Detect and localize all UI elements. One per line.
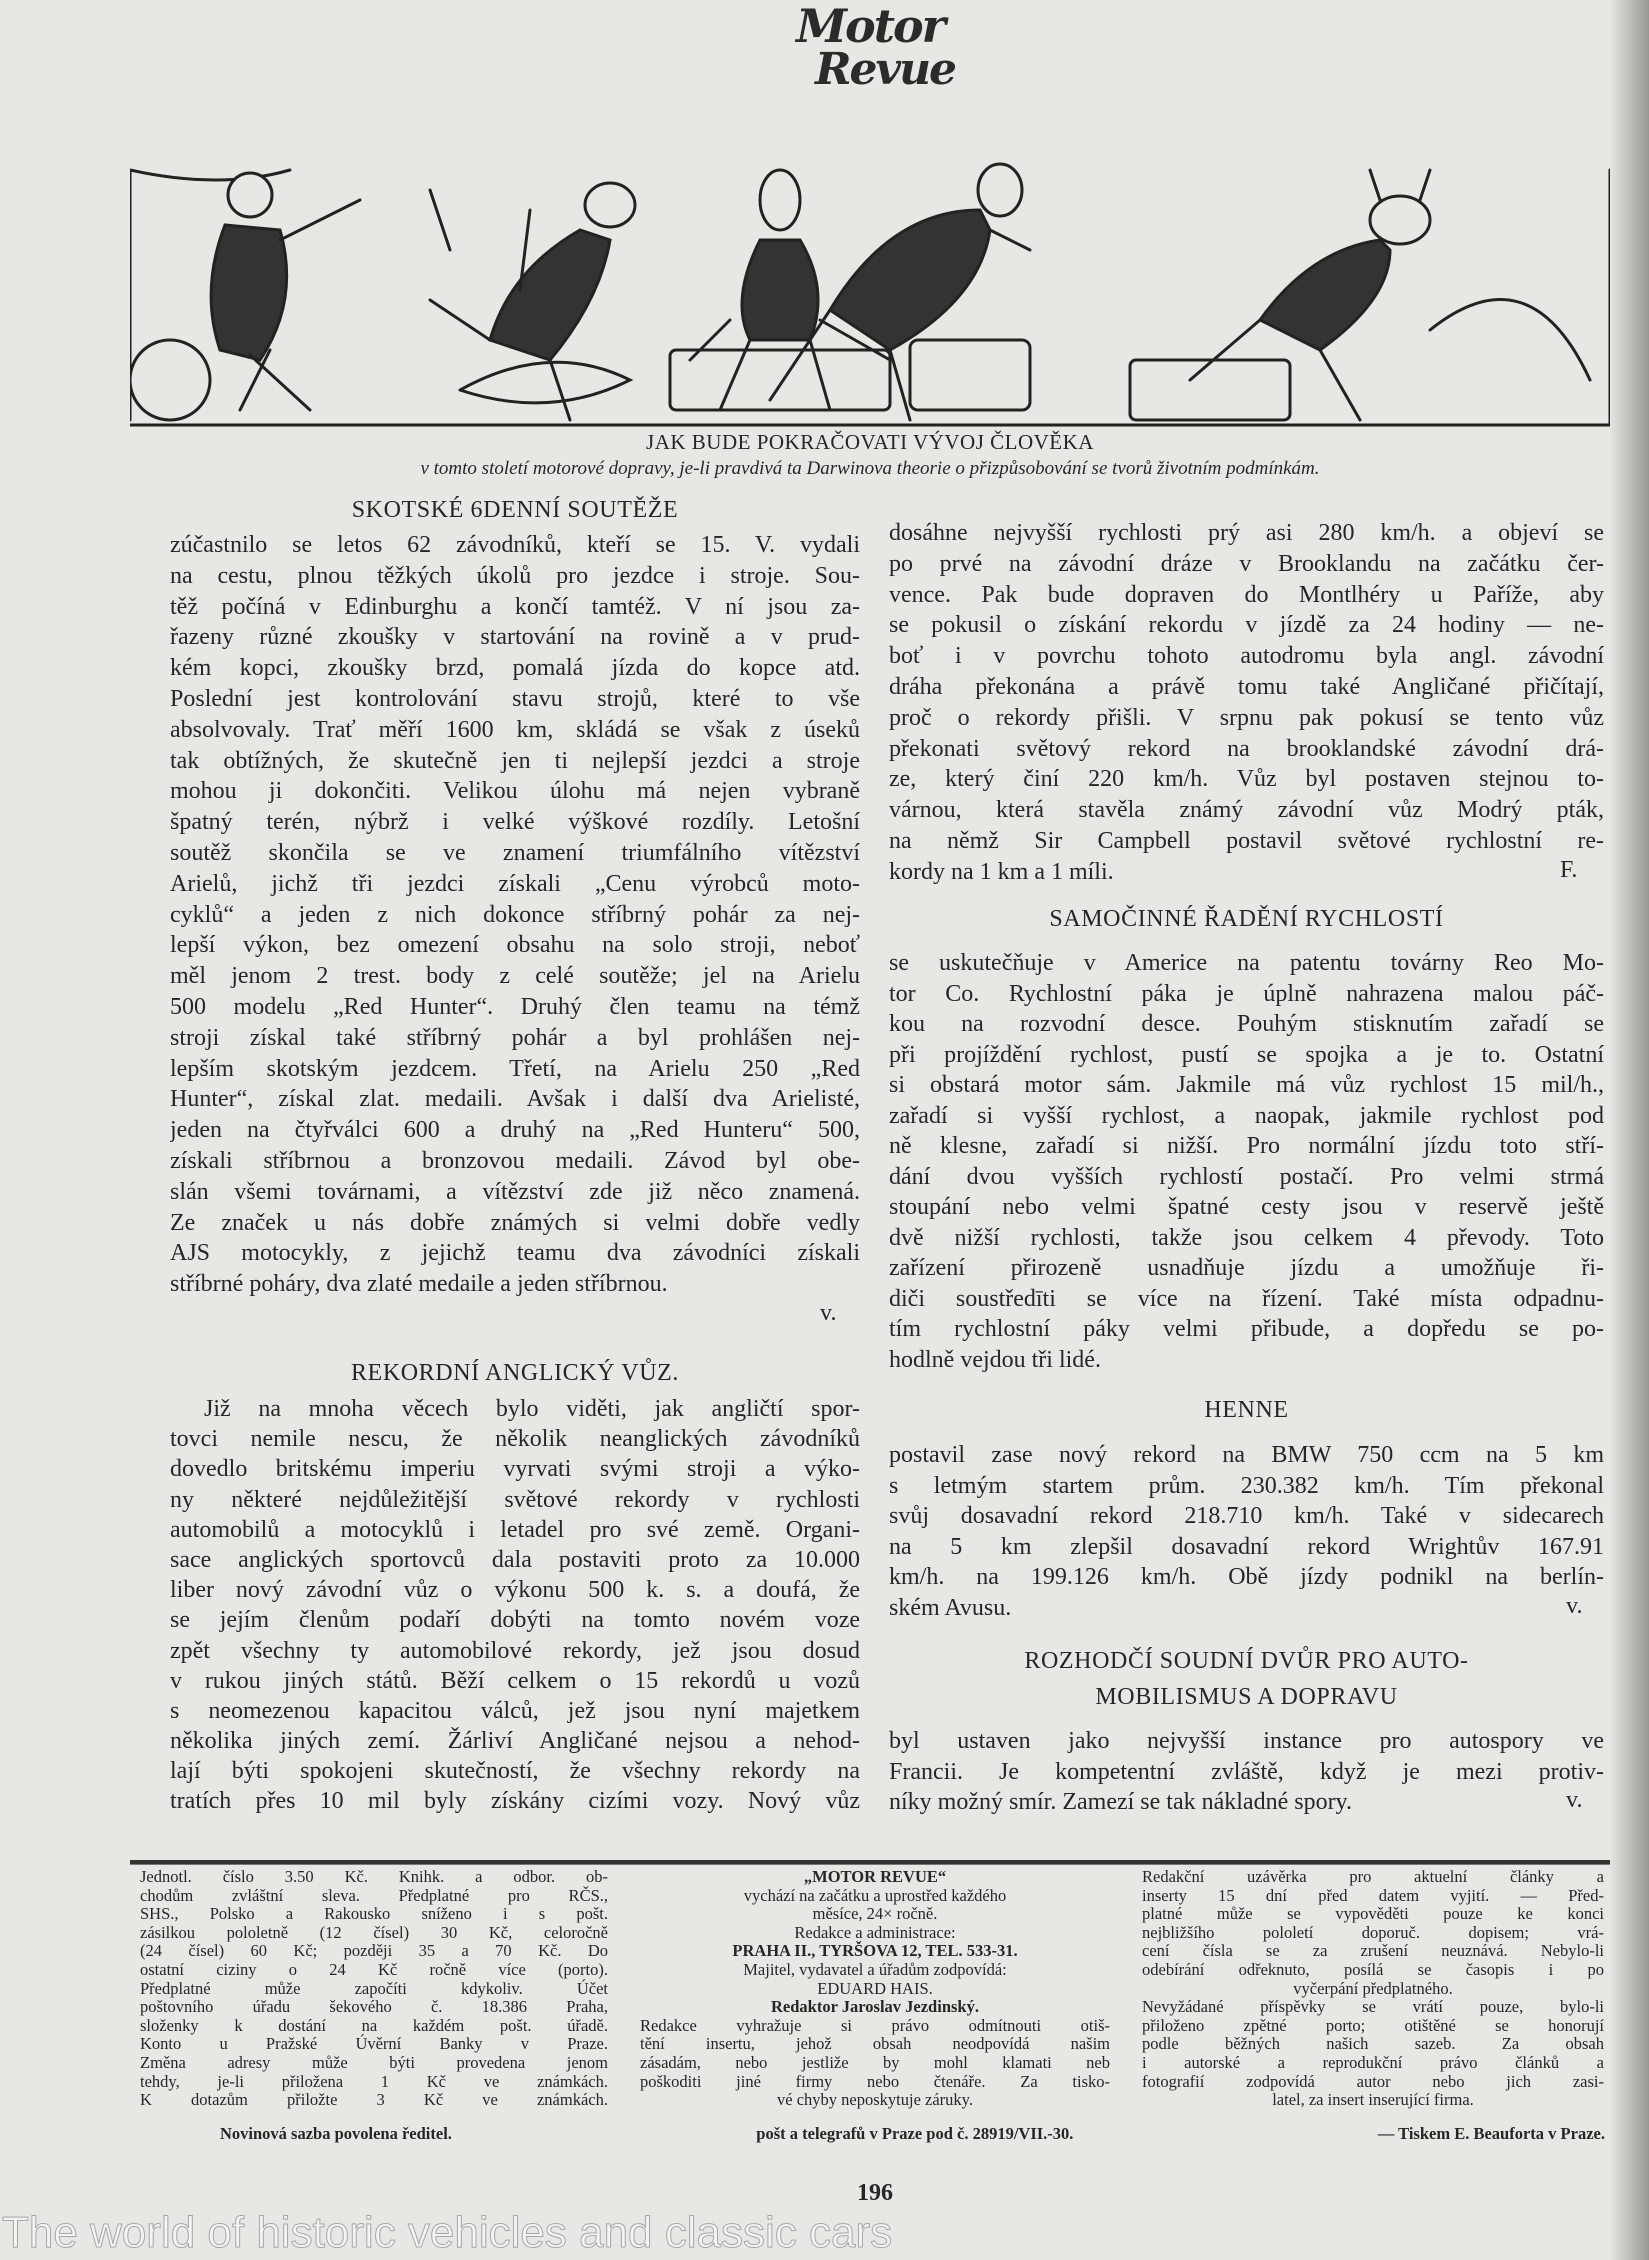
text-line bbox=[889, 1192, 1604, 1223]
text-line-content: lepší výkon, bez omezení obsahu na solo stroji, neboť bbox=[170, 932, 860, 959]
footer-line: přiloženo zpětné porto; otištěné se honorují bbox=[1142, 2015, 1604, 2035]
text-line bbox=[889, 1223, 1604, 1254]
text-line bbox=[889, 549, 1604, 580]
text-line-content: cyklů“ a jeden z nich dokonce stříbrný pohár za nej- bbox=[170, 901, 860, 928]
cartoon-figure-2 bbox=[430, 183, 635, 420]
text-line-content: boť i v povrchu tohoto autodromu byla angl. závodní bbox=[889, 643, 1604, 670]
text-line-content: kordy na 1 km a 1 míli. bbox=[889, 858, 1114, 885]
footer-text: vychází na začátku a uprostřed každého bbox=[743, 1885, 1007, 1905]
text-line bbox=[170, 746, 860, 777]
text-line bbox=[889, 641, 1604, 672]
text-line bbox=[170, 1756, 860, 1786]
book-binding-shadow bbox=[1609, 0, 1649, 2260]
text-line bbox=[170, 1115, 860, 1146]
footer-line: poškoditi jiné firmy nebo čtenáře. Za tisko- bbox=[640, 2071, 1110, 2091]
cartoon-caption-subtitle: v tomto století motorové dopravy, je-li pravdivá ta Darwinova theorie o přizpůsobování se tvorů životním podmínkám. bbox=[420, 458, 1320, 479]
text-line-content: ny některé nejdůležitější světové rekordy v rychlosti bbox=[170, 1486, 860, 1513]
text-line bbox=[889, 1501, 1604, 1532]
text-line bbox=[889, 1532, 1604, 1563]
footer-line: odebírání odřeknuto, posílá se časopis i po bbox=[1142, 1959, 1604, 1979]
text-line-content: soutěž skončila se ve znamení triumfálního vítězství bbox=[170, 839, 860, 866]
footer-line: tehdy, je-li přiložena 1 Kč ve známkách. bbox=[140, 2071, 608, 2091]
text-line bbox=[889, 1726, 1604, 1757]
text-line bbox=[170, 1515, 860, 1545]
text-line-content: svůj dosavadní rekord 218.710 km/h. Také v sidecarech bbox=[889, 1503, 1604, 1529]
text-line-content: tím rychlostní páky velmi přibude, a dopředu se po- bbox=[889, 1316, 1604, 1342]
text-line bbox=[889, 1131, 1604, 1162]
text-line bbox=[170, 1269, 860, 1300]
text-line bbox=[170, 1177, 860, 1208]
text-line-content: těž počíná v Edinburghu a končí tamtéž. V ní jsou za- bbox=[170, 593, 860, 620]
text-line-content: dovedlo britskému imperiu vyrvati svými stroji a výko- bbox=[170, 1456, 860, 1483]
text-line-content: zařízení přirozeně usnadňuje jízdu a umožňuje ři- bbox=[889, 1255, 1604, 1281]
text-line-content: tratích přes 10 mil byly získány cizími vozy. Nový vůz bbox=[170, 1788, 860, 1815]
footer-line: Předplatné může započíti kdykoliv. Účet bbox=[140, 1978, 608, 1998]
text-line bbox=[170, 530, 860, 561]
footer-editor: Redaktor Jaroslav Jezdinský. bbox=[771, 1997, 979, 2017]
text-line bbox=[889, 1345, 1604, 1376]
text-line-content: Hunter“, získal zlat. medaili. Avšak i další dva Arielisté, bbox=[170, 1086, 860, 1113]
footer-owner: EDUARD HAIS. bbox=[817, 1978, 933, 1998]
text-line-content: AJS motocykly, z jejichž teamu dva závodníci získali bbox=[170, 1240, 860, 1267]
text-line bbox=[889, 1101, 1604, 1132]
article-heading-record-car: REKORDNÍ ANGLICKÝ VŮZ. bbox=[350, 1360, 680, 1386]
text-line-content: měl jenom 2 trest. body z celé soutěže; jel na Arielu bbox=[170, 963, 860, 990]
text-line-content: dráha překonána a právě tomu také Angličané přičítají, bbox=[889, 673, 1604, 700]
footer-deadline-text bbox=[1142, 1868, 1604, 1980]
text-line bbox=[170, 1575, 860, 1605]
text-line bbox=[889, 826, 1604, 857]
footer-line: tění insertu, jehož obsah neodpovídá našim bbox=[640, 2034, 1110, 2054]
text-line bbox=[170, 992, 860, 1023]
text-line-content: několika jiných zemí. Žárliví Angličané nejsou a nehod- bbox=[170, 1728, 860, 1755]
text-line bbox=[889, 1314, 1604, 1345]
text-line bbox=[170, 1146, 860, 1177]
footer-line: Redakční uzávěrka pro aktuelní články a bbox=[1142, 1867, 1604, 1886]
text-line bbox=[170, 715, 860, 746]
article-body-henne bbox=[889, 1440, 1604, 1623]
footer-line: inserty 15 dní před datem vyjití. — Před- bbox=[1142, 1885, 1604, 1905]
text-line-content: při projíždění rychlost, pustí se spojka a je to. Ostatní bbox=[889, 1041, 1604, 1068]
text-line bbox=[170, 592, 860, 623]
text-line-content: Arielů, jichž tři jezdci získali „Cenu výrobců moto- bbox=[170, 870, 860, 897]
footer-text: latel, za insert inserující firma. bbox=[1272, 2090, 1474, 2110]
text-line-content: diči soustředīti se více na řízení. Také místa odpadnu- bbox=[889, 1285, 1604, 1312]
text-line-content: sace anglických sportovců dala postaviti proto za 10.000 bbox=[170, 1546, 860, 1573]
footer-line: zásilkou pololetně (12 čísel) 30 Kč, celoročně bbox=[140, 1922, 608, 1942]
text-line bbox=[170, 1424, 860, 1454]
text-line-content: dosáhne nejvyšší rychlosti prý asi 280 km/h. a objeví se bbox=[889, 520, 1604, 546]
text-line bbox=[889, 857, 1604, 888]
text-line bbox=[170, 561, 860, 592]
footer-line: složenky k dostání na každém pošt. úřadě. bbox=[140, 2015, 608, 2035]
text-line bbox=[889, 518, 1604, 549]
masthead-logo bbox=[780, 0, 960, 95]
text-line-content: Již na mnoha věcech bylo viděti, jak angličtí spor- bbox=[204, 1396, 860, 1422]
footer-publisher-info bbox=[640, 1868, 1110, 2110]
footer-line: chodům zvláštní sleva. Předplatné pro RČS., bbox=[140, 1885, 608, 1905]
footer-contributions-text bbox=[1142, 1998, 1604, 2091]
article-heading-court-line1: ROZHODČÍ SOUDNÍ DVŮR PRO AUTO- bbox=[1024, 1648, 1469, 1674]
text-line bbox=[170, 1208, 860, 1239]
text-line bbox=[889, 764, 1604, 795]
article-signature: v. bbox=[1566, 1787, 1583, 1813]
cartoon-caption-title: JAK BUDE POKRAČOVATI VÝVOJ ČLOVĚKA bbox=[646, 430, 1094, 454]
footer-line: poštovního úřadu šekového č. 18.386 Praha, bbox=[140, 1997, 608, 2017]
article-signature: v. bbox=[1566, 1593, 1583, 1619]
text-line bbox=[889, 580, 1604, 611]
text-line bbox=[170, 807, 860, 838]
footer-line: (24 čísel) 60 Kč; později 35 a 70 Kč. Do bbox=[140, 1941, 608, 1961]
text-line-content: Ze značek u nás dobře známých si velmi dobře vedly bbox=[170, 1209, 860, 1236]
article-heading-scottish-six-days: SKOTSKÉ 6DENNÍ SOUTĚŽE bbox=[351, 497, 679, 523]
text-line bbox=[889, 1284, 1604, 1315]
footer-line: podle běžných našich sazeb. Za obsah bbox=[1142, 2034, 1604, 2054]
text-line-content: mohou ji dokončiti. Velikou úlohu má nejen vybraně bbox=[170, 778, 860, 805]
text-line bbox=[170, 961, 860, 992]
text-line bbox=[170, 838, 860, 869]
text-line-content: km/h. na 199.126 km/h. Obě jízdy podnikl na berlín- bbox=[889, 1564, 1604, 1590]
text-line bbox=[170, 869, 860, 900]
text-line bbox=[889, 1440, 1604, 1471]
text-line-content: kou na rozvodní desce. Pouhým stisknutím zařadí se bbox=[889, 1011, 1604, 1037]
text-line bbox=[170, 1786, 860, 1816]
text-line bbox=[170, 1636, 860, 1666]
text-line bbox=[170, 622, 860, 653]
footer-line: Konto u Pražské Úvěrní Banky v Praze. bbox=[140, 2034, 608, 2054]
article-heading-automatic-gears: SAMOČINNÉ ŘADĚNÍ RYCHLOSTÍ bbox=[1049, 906, 1444, 932]
text-line bbox=[170, 1666, 860, 1696]
article-heading-henne: HENNE bbox=[1204, 1397, 1289, 1423]
text-line-content: absolvovaly. Trať měří 1600 km, skládá se však z úseků bbox=[170, 716, 860, 743]
footer-text: měsíce, 24× ročně. bbox=[812, 1904, 938, 1924]
text-line-content: se uskutečňuje v Americe na patentu továrny Reo Mo- bbox=[889, 950, 1604, 976]
text-line-content: tor Co. Rychlostní páka je úplně nahrazena malou páč- bbox=[889, 980, 1604, 1007]
text-line bbox=[889, 610, 1604, 641]
footer-line: Jednotl. číslo 3.50 Kč. Knihk. a odbor. ob- bbox=[140, 1867, 608, 1886]
text-line-content: zařadí si vyšší rychlost, a naopak, jakmile rychlost pod bbox=[889, 1102, 1604, 1129]
article-body-court bbox=[889, 1726, 1604, 1818]
text-line bbox=[170, 1545, 860, 1575]
footer-printer: — Tiskem E. Beauforta v Praze. bbox=[1377, 2124, 1605, 2143]
text-line bbox=[889, 672, 1604, 703]
footer-line: ostatní ciziny o 24 Kč ročně více (porto). bbox=[140, 1959, 608, 1979]
footer-line: nejbližšího pololetí doporuč. dopisem; vrá- bbox=[1142, 1922, 1604, 1942]
article-body-record-car-continued bbox=[889, 518, 1604, 888]
article-heading-court-line2: MOBILISMUS A DOPRAVU bbox=[1095, 1684, 1398, 1710]
footer-text: Redakce a administrace: bbox=[794, 1922, 956, 1942]
text-line bbox=[889, 1253, 1604, 1284]
text-line bbox=[889, 1471, 1604, 1502]
text-line-content: ně klesne, zařadí si nižší. Pro normální jízdu toto stří- bbox=[889, 1133, 1604, 1159]
text-line-content: tovci nemile nescu, že několik neanglických závodníků bbox=[170, 1426, 860, 1453]
text-line-content: získali stříbrnou a bronzovou medaili. Závod byl obe- bbox=[170, 1147, 860, 1174]
footer-line: Nevyžádané příspěvky se vrátí pouze, bylo-li bbox=[1142, 1997, 1604, 2017]
text-line bbox=[170, 1605, 860, 1635]
footer-line: Změna adresy může býti provedena jenom bbox=[140, 2052, 608, 2072]
logo-line-revue: Revue bbox=[814, 44, 956, 95]
text-line bbox=[170, 684, 860, 715]
footer-line: zásadám, nebo jestliže by mohl klamati neb bbox=[640, 2052, 1110, 2072]
text-line-content: várnou, která stavěla známý závodní vůz Modrý pták, bbox=[889, 797, 1604, 824]
footer-line: Redakce vyhražuje si právo odmítnouti otiš- bbox=[640, 2015, 1110, 2035]
text-line-content: špatný terén, nýbrž i velké výškové rozdíly. Letošní bbox=[170, 809, 860, 836]
text-line-content: se pokusil o získání rekordu v jízdě za 24 hodiny — ne- bbox=[889, 612, 1604, 639]
footer-postal-permit-number: pošt a telegrafů v Praze pod č. 28919/VII.-30. bbox=[756, 2124, 1074, 2143]
article-body-automatic-gears bbox=[889, 948, 1604, 1375]
text-line bbox=[889, 1757, 1604, 1788]
footer-bottom-line bbox=[140, 2124, 1605, 2144]
text-line-content: se jejím členům podaří dobýti na tomto novém voze bbox=[170, 1607, 860, 1634]
text-line-content: postavil zase nový rekord na BMW 750 ccm na 5 km bbox=[889, 1442, 1604, 1468]
footer-line: cení čísla se za zrušení neuznává. Nebylo-li bbox=[1142, 1941, 1604, 1961]
footer-line: platné může se vypověděti pouze ke konci bbox=[1142, 1904, 1604, 1924]
text-line-content: stříbrné poháry, dva zlaté medaile a jeden stříbrnou. bbox=[170, 1271, 668, 1298]
text-line-content: 500 modelu „Red Hunter“. Druhý člen teamu na témž bbox=[170, 993, 860, 1020]
text-line-content: na cestu, plnou těžkých úkolů pro jezdce i stroje. Sou- bbox=[170, 562, 860, 589]
footer-divider bbox=[130, 1860, 1610, 1865]
text-line bbox=[170, 1485, 860, 1515]
footer-text: vyčerpání předplatného. bbox=[1293, 1978, 1453, 1998]
text-line bbox=[170, 900, 860, 931]
text-line bbox=[170, 1394, 860, 1424]
text-line bbox=[170, 1023, 860, 1054]
text-line-content: kém kopci, zkoušky brzd, pomalá jízda do kopce atd. bbox=[170, 655, 860, 682]
text-line-content: ském Avusu. bbox=[889, 1594, 1012, 1621]
text-line bbox=[170, 1054, 860, 1085]
text-line bbox=[170, 1084, 860, 1115]
text-line-content: stoupání nebo velmi špatné cesty jsou v reservě ještě bbox=[889, 1194, 1604, 1220]
text-line-content: proč o rekordy přišli. V srpnu pak pokusí se tento vůz bbox=[889, 704, 1604, 731]
text-line-content: tak obtížných, že skutečně jen ti nejlepší jezdci a stroje bbox=[170, 747, 860, 774]
text-line bbox=[889, 734, 1604, 765]
text-line-content: na němž Sir Campbell postavil světové rychlostní re- bbox=[889, 827, 1604, 854]
text-line-content: si obstará motor sám. Jakmile má vůz rychlost 15 mil/h., bbox=[889, 1072, 1604, 1098]
text-line bbox=[889, 1070, 1604, 1101]
footer-text: Majitel, vydavatel a úřadům zodpovídá: bbox=[743, 1959, 1007, 1979]
text-line-content: lepším skotským jezdcem. Třetí, na Arielu 250 „Red bbox=[170, 1055, 860, 1082]
footer-line: i autorské a reprodukční právo článků a bbox=[1142, 2052, 1604, 2072]
footer-notice bbox=[640, 2017, 1110, 2091]
evolution-cartoon-illustration bbox=[130, 150, 1610, 430]
text-line-content: ze, který činí 220 km/h. Vůz byl postaven stejnou to- bbox=[889, 766, 1604, 793]
text-line bbox=[889, 948, 1604, 979]
text-line-content: zpět všechny ty automobilové rekordy, jež jsou dosud bbox=[170, 1637, 860, 1664]
footer-postal-permit: Novinová sazba povolena ředitel. bbox=[220, 2124, 452, 2143]
footer-editorial-info bbox=[1142, 1868, 1604, 2110]
text-line-content: s neomezenou kapacitou válců, jež jsou nyní majetkem bbox=[170, 1697, 860, 1724]
text-line-content: slán všemi továrnami, a vítězství zde již něco znamená. bbox=[170, 1178, 860, 1205]
text-line-content: jeden na čtyřválci 600 a druhý na „Red Hunteru“ 500, bbox=[170, 1117, 860, 1144]
footer-line: SHS., Polsko a Rakousko sníženo i s pošt. bbox=[140, 1904, 608, 1924]
text-line-content: v rukou jiných států. Běží celkem o 15 rekordů u vozů bbox=[170, 1667, 860, 1694]
article-body-record-car bbox=[170, 1394, 860, 1817]
footer-subscription-info bbox=[140, 1868, 608, 2110]
text-line-content: automobilů a motocyklů i letadel pro své země. Organi- bbox=[170, 1516, 860, 1543]
text-line-content: byl ustaven jako nejvyšší instance pro autospory ve bbox=[889, 1728, 1604, 1754]
text-line-content: níky možný smír. Zamezí se tak nákladné spory. bbox=[889, 1789, 1352, 1815]
footer-magazine-title: „MOTOR REVUE“ bbox=[803, 1867, 947, 1886]
text-line bbox=[889, 1593, 1604, 1624]
page-number: 196 bbox=[857, 2180, 893, 2206]
text-line-content: na 5 km zlepšil dosavadní rekord Wrightův 167.91 bbox=[889, 1533, 1604, 1560]
text-line-content: dání dvou vyšších rychlostí postačí. Pro velmi strmá bbox=[889, 1163, 1604, 1190]
footer-line: K dotazům přiložte 3 Kč ve známkách. bbox=[140, 2090, 608, 2110]
text-line-content: po prvé na závodní dráze v Brooklandu na začátku čer- bbox=[889, 550, 1604, 577]
text-line-content: Poslední jest kontrolování stavu strojů, které to vše bbox=[170, 685, 860, 712]
text-line bbox=[170, 1726, 860, 1756]
text-line bbox=[170, 1696, 860, 1726]
text-line bbox=[170, 776, 860, 807]
text-line bbox=[170, 1454, 860, 1484]
text-line-content: vence. Pak bude dopraven do Montlhéry u Paříže, aby bbox=[889, 581, 1604, 608]
text-line bbox=[889, 1787, 1604, 1818]
text-line bbox=[170, 653, 860, 684]
text-line-content: řazeny různé zkoušky v startování na rovině a v prud- bbox=[170, 624, 860, 651]
text-line bbox=[889, 795, 1604, 826]
text-line bbox=[889, 1040, 1604, 1071]
text-line-content: zúčastnilo se letos 62 závodníků, kteří se 15. V. vydali bbox=[170, 532, 860, 558]
footer-line: fotografií zodpovídá autor nebo jich zasi- bbox=[1142, 2071, 1604, 2091]
article-body-scottish-six-days bbox=[170, 530, 860, 1300]
text-line bbox=[889, 1562, 1604, 1593]
text-line bbox=[889, 979, 1604, 1010]
cartoon-figure-1 bbox=[130, 170, 360, 420]
text-line bbox=[170, 1238, 860, 1269]
footer-text: vé chyby neposkytuje záruky. bbox=[777, 2090, 973, 2110]
text-line-content: lají býti spokojeni skutečností, že všechny rekordy na bbox=[170, 1758, 860, 1785]
text-line bbox=[889, 1162, 1604, 1193]
text-line-content: s letmým startem prům. 230.382 km/h. Tím překonal bbox=[889, 1472, 1604, 1499]
footer-address: PRAHA II., TYRŠOVA 12, TEL. 533-31. bbox=[732, 1941, 1018, 1961]
text-line-content: překonati světový rekord na brooklandské závodní drá- bbox=[889, 735, 1604, 762]
watermark-text: The world of historic vehicles and classic cars bbox=[2, 2208, 893, 2257]
text-line bbox=[170, 930, 860, 961]
text-line-content: liber nový závodní vůz o výkonu 500 k. s. a doufá, že bbox=[170, 1577, 860, 1604]
text-line-content: hodlně vejdou tři lidé. bbox=[889, 1346, 1101, 1373]
text-line bbox=[889, 1009, 1604, 1040]
article-signature: v. bbox=[820, 1300, 837, 1326]
text-line-content: Francii. Je kompetentní zvláště, když je mezi protiv- bbox=[889, 1758, 1604, 1785]
article-signature: F. bbox=[1560, 857, 1578, 883]
text-line-content: dvě nižší rychlosti, takže jsou celkem 4 převody. Toto bbox=[889, 1224, 1604, 1251]
text-line bbox=[889, 703, 1604, 734]
text-line-content: stroji získal také stříbrný pohár a byl prohlášen nej- bbox=[170, 1024, 860, 1051]
logo-line-motor: Motor bbox=[796, 0, 944, 53]
